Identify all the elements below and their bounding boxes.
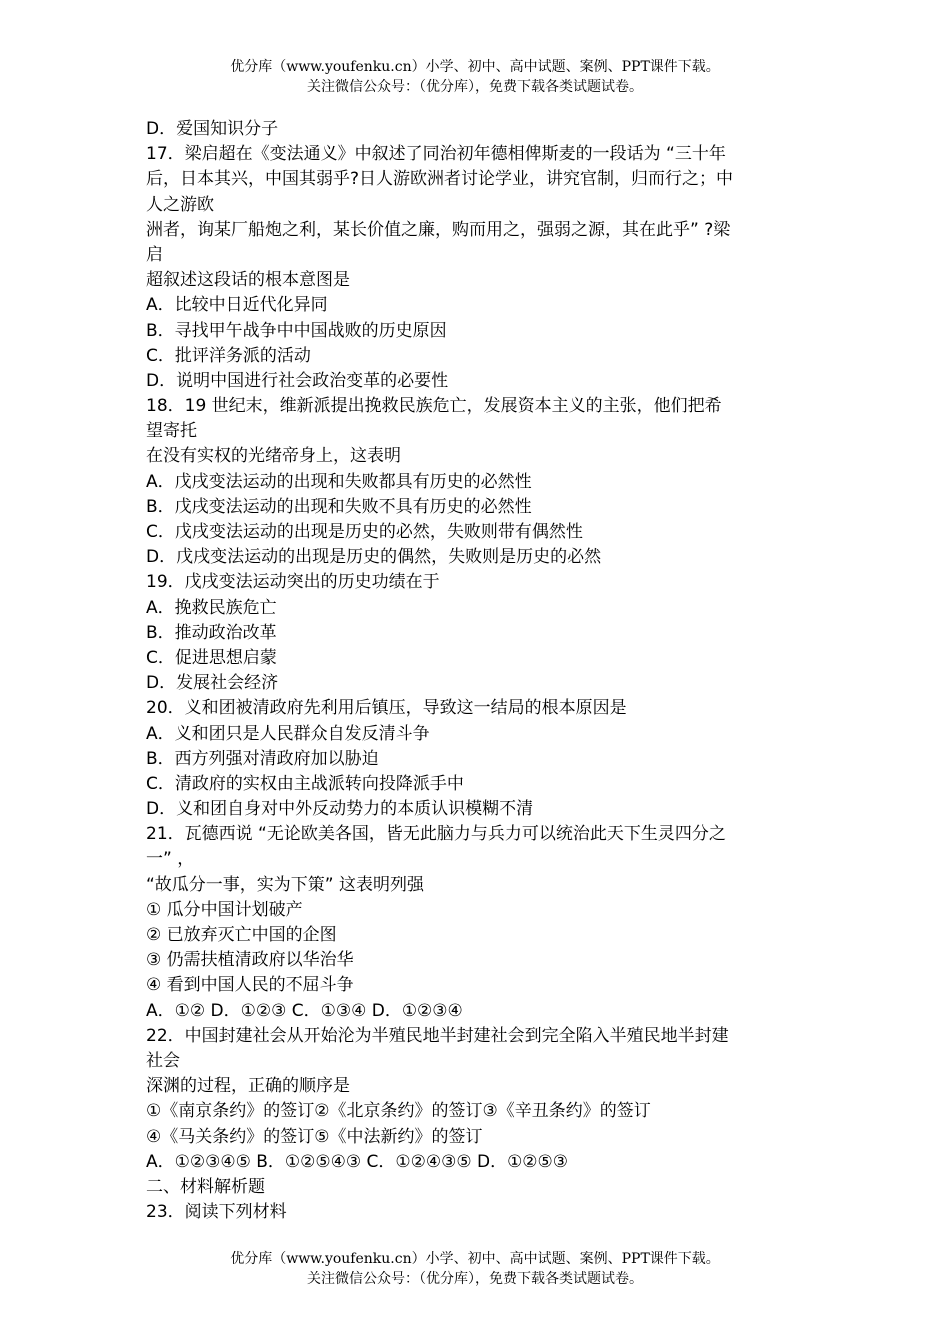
- question-17-line-4: 洲者，询某厂船炮之利，某长价值之廉，购而用之，强弱之源，其在此乎” ?梁: [146, 219, 731, 240]
- page-header: [0, 57, 950, 97]
- document-body: [146, 117, 810, 1225]
- option-16-d: D．爱国知识分子: [146, 119, 279, 139]
- question-20: 20．义和团被清政府先利用后镇压，导致这一结局的根本原因是: [146, 698, 627, 719]
- question-21-line-2: 一” ，: [146, 849, 195, 870]
- question-18-line-3: 在没有实权的光绪帝身上，这表明: [146, 446, 401, 467]
- question-21-line-3: “故瓜分一事，实为下策” 这表明列强: [146, 874, 425, 895]
- question-17-line-2: 后，日本其兴，中国其弱乎?日人游欧洲者讨论学业，讲究官制，归而行之；中: [146, 169, 734, 190]
- question-23: 23．阅读下列材料: [146, 1202, 287, 1223]
- footer-line-2: 关注微信公众号：（优分库），免费下载各类试题试卷。: [307, 1271, 643, 1287]
- page-footer: [0, 1249, 950, 1289]
- option-20-c: C．清政府的实权由主战派转向投降派手中: [146, 773, 464, 794]
- option-19-a: A．挽救民族危亡: [146, 597, 277, 618]
- options-21: A．①② D．①②③ C．①③④ D．①②③④: [146, 1000, 463, 1021]
- statement-22-2: ④《马关条约》的签订⑤《中法新约》的签订: [146, 1126, 483, 1147]
- question-17-line-1: 17．梁启超在《变法通义》中叙述了同治初年德相俾斯麦的一段话为 “三十年: [146, 144, 726, 165]
- question-17-line-3: 人之游欧: [146, 194, 214, 215]
- question-19: 19．戊戌变法运动突出的历史功绩在于: [146, 572, 440, 593]
- question-18-line-1: 18．19 世纪末，维新派提出挽救民族危亡，发展资本主义的主张，他们把希: [146, 396, 722, 417]
- statement-21-2: ② 已放弃灭亡中国的企图: [146, 925, 337, 945]
- option-17-a: A．比较中日近代化异同: [146, 295, 328, 316]
- question-18-line-2: 望寄托: [146, 421, 197, 442]
- question-21-line-1: 21．瓦德西说 “无论欧美各国，皆无此脑力与兵力可以统治此天下生灵四分之: [146, 824, 726, 845]
- question-22-line-2: 社会: [146, 1050, 180, 1071]
- option-20-b: B．西方列强对清政府加以胁迫: [146, 748, 379, 769]
- section-heading: 二、材料解析题: [146, 1176, 265, 1197]
- statement-21-3: ③ 仍需扶植清政府以华治华: [146, 950, 354, 971]
- option-18-b: B．戊戌变法运动的出现和失败不具有历史的必然性: [146, 496, 532, 517]
- option-20-a: A．义和团只是人民群众自发反清斗争: [146, 723, 430, 744]
- question-17-line-5: 启: [146, 244, 163, 265]
- option-18-c: C．戊戌变法运动的出现是历史的必然，失败则带有偶然性: [146, 522, 583, 542]
- header-line-1: 优分库（www.youfenku.cn）小学、初中、高中试题、案例、PPT课件下载。: [230, 59, 720, 75]
- options-22: A．①②③④⑤ B．①②⑤④③ C．①②④③⑤ D．①②⑤③: [146, 1151, 569, 1172]
- option-20-d: D．义和团自身对中外反动势力的本质认识模糊不清: [146, 799, 534, 820]
- footer-line-1: 优分库（www.youfenku.cn）小学、初中、高中试题、案例、PPT课件下载。: [230, 1251, 720, 1267]
- statement-21-4: ④ 看到中国人民的不屈斗争: [146, 975, 354, 996]
- option-18-a: A．戊戌变法运动的出现和失败都具有历史的必然性: [146, 471, 532, 492]
- statement-22-1: ①《南京条约》的签订②《北京条约》的签订③《辛丑条约》的签订: [146, 1101, 651, 1122]
- option-17-b: B．寻找甲午战争中中国战败的历史原因: [146, 320, 447, 341]
- option-18-d: D．戊戌变法运动的出现是历史的偶然，失败则是历史的必然: [146, 547, 602, 568]
- header-line-2: 关注微信公众号：（优分库），免费下载各类试题试卷。: [307, 79, 643, 95]
- question-17-line-6: 超叙述这段话的根本意图是: [146, 270, 350, 291]
- option-19-d: D．发展社会经济: [146, 673, 279, 694]
- option-19-c: C．促进思想启蒙: [146, 647, 277, 668]
- option-17-d: D．说明中国进行社会政治变革的必要性: [146, 370, 449, 391]
- option-17-c: C．批评洋务派的活动: [146, 345, 311, 366]
- statement-21-1: ① 瓜分中国计划破产: [146, 899, 303, 920]
- question-22-line-1: 22．中国封建社会从开始沦为半殖民地半封建社会到完全陷入半殖民地半封建: [146, 1025, 729, 1046]
- question-22-line-3: 深渊的过程，正确的顺序是: [146, 1076, 350, 1097]
- option-19-b: B．推动政治改革: [146, 622, 277, 643]
